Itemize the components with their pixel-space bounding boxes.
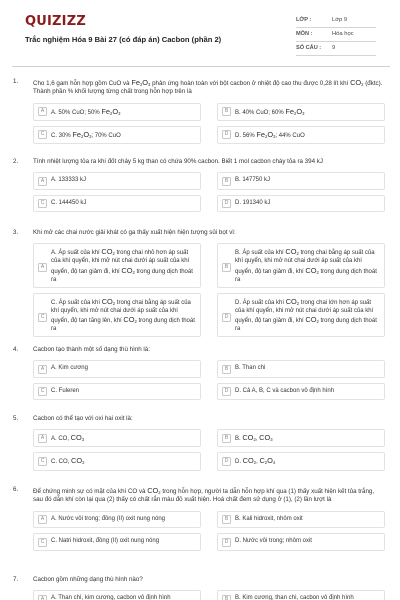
worksheet-header xyxy=(12,0,390,66)
question-header xyxy=(13,229,385,237)
option-text: D. Áp suất của khí $CO_2$ trong chai lớn hơn áp suất của khí quyển, khi mở nút chai dưới áp suất của khí quyển, độ tan giảm đi, khí $CO_2$ trong dung dịch thoát ra xyxy=(235,296,377,333)
meta-value: 9 xyxy=(332,44,336,51)
worksheet-meta xyxy=(296,14,376,56)
answer-option-b[interactable] xyxy=(217,511,385,529)
answer-option-b[interactable] xyxy=(217,429,385,447)
answer-option-d[interactable] xyxy=(217,195,385,213)
question-text: Cacbon gồm những dạng thù hình nào? xyxy=(33,576,143,583)
option-letter-badge: A xyxy=(38,365,47,374)
question-block xyxy=(13,229,385,337)
option-text: C. CO, $CO_2$ xyxy=(51,456,85,466)
answer-option-b[interactable] xyxy=(217,103,385,121)
meta-row-subject xyxy=(296,28,376,42)
answer-option-a[interactable] xyxy=(33,429,201,447)
option-letter-badge: C xyxy=(38,199,47,208)
question-header xyxy=(13,158,385,166)
answer-option-c[interactable] xyxy=(33,293,201,337)
question-block xyxy=(13,78,385,144)
meta-value: Lớp 9 xyxy=(332,16,348,23)
option-text: B. Than chì xyxy=(235,365,266,372)
meta-row-class xyxy=(296,14,376,28)
option-letter-badge: C xyxy=(38,387,47,396)
option-letter-badge: B xyxy=(222,595,231,600)
option-text: A. Nước vôi trong; đồng (II) oxit nung nóng xyxy=(51,515,166,522)
question-header xyxy=(13,78,385,97)
question-text: Khi mở các chai nước giải khát có ga thấy xuất hiện hiện tượng sủi bọt vì: xyxy=(33,229,236,236)
question-text: Cacbon có thể tạo với oxi hai oxit là: xyxy=(33,415,133,422)
option-text: D. Nước vôi trong; nhôm oxit xyxy=(235,538,312,545)
answer-options xyxy=(33,243,385,337)
worksheet-title: Trắc nghiệm Hóa 9 Bài 27 (có đáp án) Cacbon (phần 2) xyxy=(25,35,222,44)
option-text: C. Natri hidroxit, đồng (II) oxit nung nóng xyxy=(51,538,160,545)
question-text: Cho 1,6 gam hỗn hợp gồm CuO và $Fe_2O_3$ phản ứng hoàn toàn với bột cacbon ở nhiệt độ cao thu được 0,28 lít khí $CO_2$ (đktc). Thành phần % khối lượng từng chất trong hỗn hợp trên là xyxy=(33,78,383,96)
answer-option-a[interactable] xyxy=(33,243,201,287)
question-block xyxy=(13,486,385,551)
answer-option-c[interactable] xyxy=(33,126,201,144)
option-text: B. Áp suất của khí $CO_2$ trong chai bằng áp suất của khí quyển, khi mở nút chai dưới áp suất của khí quyển, độ tan giảm đi, khí $CO_2$ trong dung dịch thoát ra xyxy=(235,247,377,283)
option-letter-badge: B xyxy=(222,365,231,374)
answer-option-b[interactable] xyxy=(217,243,385,287)
option-letter-badge: B xyxy=(222,434,231,443)
option-text: A. Áp suất của khí $CO_2$ trong chai nhỏ hơn áp suất của khí quyển, khi mở nút chai dưới áp suất của khí quyển, độ tan giảm đi, khí $CO_2$ trong dung dịch thoát ra xyxy=(51,247,193,283)
option-letter-badge: B xyxy=(222,107,231,116)
answer-option-c[interactable] xyxy=(33,195,201,213)
option-text: B. $CO_2$, $CO_3$ xyxy=(235,433,273,443)
option-letter-badge: B xyxy=(222,177,231,186)
option-letter-badge: A xyxy=(38,177,47,186)
answer-option-c[interactable] xyxy=(33,533,201,551)
option-text: A. CO, $CO_3$ xyxy=(51,433,85,443)
option-letter-badge: A xyxy=(38,263,47,272)
answer-option-d[interactable] xyxy=(217,533,385,551)
option-letter-badge: A xyxy=(38,107,47,116)
option-text: C. 30% $Fe_2O_3$; 70% CuO xyxy=(51,129,121,139)
answer-option-a[interactable] xyxy=(33,172,201,190)
option-text: D. 191340 kJ xyxy=(235,199,271,206)
answer-option-b[interactable] xyxy=(217,360,385,378)
option-letter-badge: C xyxy=(38,538,47,547)
answer-option-b[interactable] xyxy=(217,172,385,190)
question-number: 6. xyxy=(13,486,19,493)
answer-option-d[interactable] xyxy=(217,452,385,470)
option-text: C. 144450 kJ xyxy=(51,199,87,206)
question-header xyxy=(13,415,385,423)
answer-option-d[interactable] xyxy=(217,383,385,401)
option-text: B. Kim cương, than chì, cacbon vô định hình xyxy=(235,595,354,600)
question-number: 7. xyxy=(13,576,19,583)
quizizz-logo[interactable]: QUIZIZZ xyxy=(25,14,86,29)
question-block xyxy=(13,158,385,212)
option-text: C. Áp suất của khí $CO_2$ trong chai bằng áp suất của khí quyển, khi mở nút chai dưới áp suất của khí quyển, độ tan tăng lên, khí $CO_2$ trong dung dịch thoát ra xyxy=(51,296,195,333)
option-text: A. Than chì, kim cương, cacbon vô định hình xyxy=(51,595,171,600)
option-text: D. 56% $Fe_2O_3$; 44% CuO xyxy=(235,129,305,139)
option-letter-badge: A xyxy=(38,595,47,600)
header-divider xyxy=(12,66,390,67)
question-text: Để chứng minh sự có mặt của khí CO và $CO_2$ trong hỗn hợp, người ta dẫn hỗn hợp khí qua (1) thấy xuất hiện kết tủa trắng, sau đó dẫn khí còn lại qua (2) thấy có chất rắn màu đỏ xuất hiện. Hoá chất đem sử dụng ở (1), (2) lần lượt là xyxy=(33,486,375,504)
answer-option-a[interactable] xyxy=(33,103,201,121)
option-letter-badge: D xyxy=(222,538,231,547)
option-text: A. 50% CuO; 50% $Fe_2O_3$ xyxy=(51,106,121,116)
option-letter-badge: B xyxy=(222,515,231,524)
question-number: 3. xyxy=(13,229,19,236)
option-letter-badge: D xyxy=(222,313,231,322)
answer-options xyxy=(33,172,385,212)
meta-key: MÔN : xyxy=(296,30,313,37)
option-letter-badge: D xyxy=(222,457,231,466)
option-letter-badge: D xyxy=(222,387,231,396)
option-letter-badge: A xyxy=(38,434,47,443)
answer-option-d[interactable] xyxy=(217,126,385,144)
option-letter-badge: B xyxy=(222,263,231,272)
question-header xyxy=(13,346,385,354)
answer-options xyxy=(33,429,385,470)
option-text: B. 40% CuO; 60% $Fe_2O_3$ xyxy=(235,106,305,116)
answer-option-a[interactable] xyxy=(33,511,201,529)
question-number: 4. xyxy=(13,346,19,353)
option-text: B. Kali hidroxit, nhôm oxit xyxy=(235,515,303,522)
answer-option-a[interactable] xyxy=(33,360,201,378)
answer-option-c[interactable] xyxy=(33,383,201,401)
question-block xyxy=(13,576,385,600)
option-text: D. Cả A, B, C và cacbon vô định hình xyxy=(235,387,335,394)
option-letter-badge: D xyxy=(222,130,231,139)
option-letter-badge: C xyxy=(38,457,47,466)
answer-option-d[interactable] xyxy=(217,293,385,337)
question-number: 1. xyxy=(13,78,19,85)
option-text: A. Kim cương xyxy=(51,365,88,372)
question-text: Cacbon tạo thành một số dạng thù hình là: xyxy=(33,346,150,353)
answer-options xyxy=(33,360,385,400)
answer-option-c[interactable] xyxy=(33,452,201,470)
question-number: 2. xyxy=(13,158,19,165)
meta-key: LỚP : xyxy=(296,16,312,23)
answer-options xyxy=(33,511,385,551)
question-block xyxy=(13,346,385,400)
meta-row-question-count xyxy=(296,42,376,56)
option-letter-badge: D xyxy=(222,199,231,208)
option-text: A. 133333 kJ xyxy=(51,177,87,184)
question-header xyxy=(13,486,385,505)
option-letter-badge: A xyxy=(38,515,47,524)
answer-options xyxy=(33,103,385,144)
answer-options xyxy=(33,590,385,600)
answer-option-a[interactable] xyxy=(33,590,201,600)
question-header xyxy=(13,576,385,584)
option-text: C. Fuleren xyxy=(51,387,80,394)
meta-key: SỐ CÂU : xyxy=(296,44,322,51)
meta-value: Hóa học xyxy=(332,30,354,37)
question-text: Tính nhiệt lượng tỏa ra khi đốt cháy 5 kg than có chứa 90% cacbon. Biết 1 mol cacbon cháy tỏa ra 394 kJ xyxy=(33,158,323,165)
option-text: B. 147750 kJ xyxy=(235,177,271,184)
question-block xyxy=(13,415,385,471)
question-number: 5. xyxy=(13,415,19,422)
option-letter-badge: C xyxy=(38,313,47,322)
option-letter-badge: C xyxy=(38,130,47,139)
answer-option-b[interactable] xyxy=(217,590,385,600)
option-text: D. $CO_2$, $C_2O_4$ xyxy=(235,456,276,466)
